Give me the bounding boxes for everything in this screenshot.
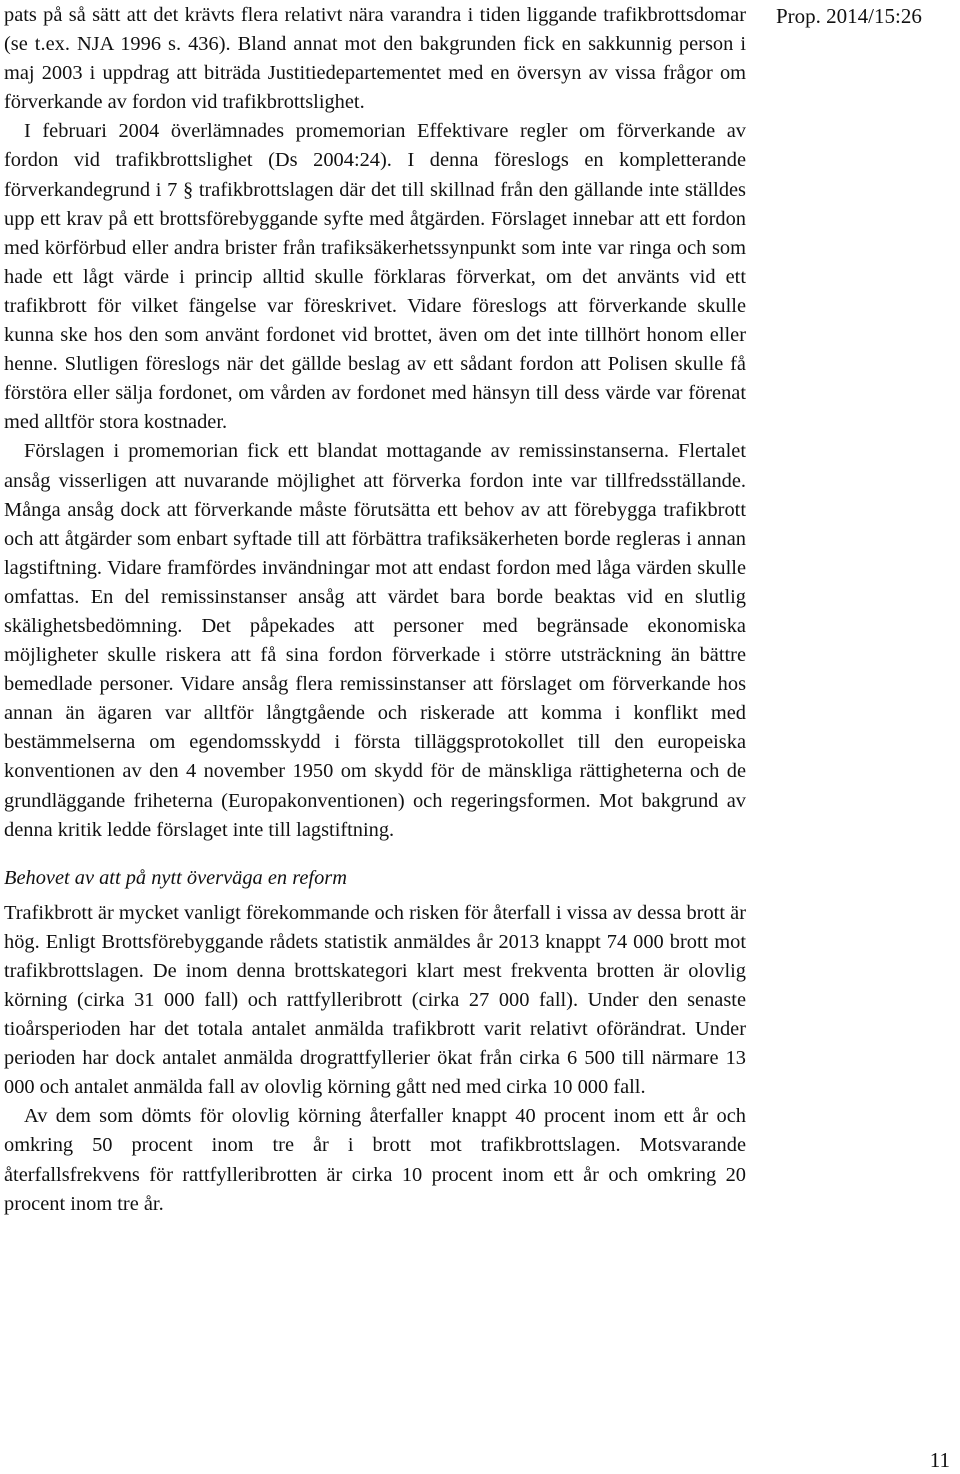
document-reference: Prop. 2014/15:26 (776, 4, 922, 28)
main-text (4, 1, 746, 1219)
paragraph-continuation: pats på så sätt att det krävts flera relativt nära varandra i tiden liggande trafikbrottsdomar (se t.ex. NJA 1996 s. 436). Bland annat mot den bakgrunden fick en sakkunnig person i maj 2003 i uppdrag att biträda Justitiedepartementet med en översyn av vissa frågor om förverkande av fordon vid trafikbrottslighet. (4, 4, 746, 114)
section-heading: Behovet av att på nytt överväga en reform (4, 866, 347, 889)
paragraph-recidivism: Av dem som dömts för olovlig körning återfaller knappt 40 procent inom ett år och omkring 50 procent inom tre år i brott mot trafikbrottslagen. Motsvarande återfallsfrekvens för rattfylleribrotten är cirka 10 procent inom ett år och omkring 20 procent inom tre år. (4, 1105, 746, 1215)
paragraph-promemoria: I februari 2004 överlämnades promemorian Effektivare regler om förverkande av fordon vid trafikbrottslighet (Ds 2004:24). I denna föreslogs en kompletterande förverkandegrund i 7 § trafikbrottslagen där det till skillnad från den gällande inte ställdes upp ett krav på ett brottsförebyggande syfte med åtgärden. Förslaget innebar att ett fordon med körförbud eller andra brister från trafiksäkerhetssynpunkt som inte var ringa och som hade ett lågt värde i princip alltid skulle förklaras förverkat, om det använts vid ett trafikbrott för vilket fängelse var föreskrivet. Vidare föreslogs att förverkande skulle kunna ske hos den som använt fordonet vid brottet, även om det inte tillhört honom eller henne. Slutligen föreslogs när det gällde beslag av ett sådant fordon att Polisen skulle få förstöra eller sälja fordonet, om vården av fordonet med hänsyn till dess värde var förenat med alltför stora kostnader. (4, 120, 746, 434)
paragraph-remiss: Förslagen i promemorian fick ett blandat mottagande av remissinstanserna. Flertalet ansåg visserligen att nuvarande möjlighet att förverka fordon inte var tillfredsställande. Många ansåg dock att förverkande måste förutsätta ett behov av att förebygga trafikbrott och att åtgärder som enbart syftade till att förbättra trafiksäkerheten borde regleras i annan lagstiftning. Vidare framfördes invändningar mot att endast fordon med låga värden skulle omfattas. En del remissinstanser ansåg att värdet bara borde beaktas vid en slutlig skälighetsbedömning. Det påpekades att personer med begränsade ekonomiska möjligheter skulle riskera att få sina fordon förverkade i större utsträckning än bättre bemedlade personer. Vidare ansåg flera remissinstanser att förslaget om förverkande hos annan än ägaren var alltför långtgående och riskerade att komma i konflikt med bestämmelserna om egendomsskydd i första tilläggsprotokollet till den europeiska konventionen av den 4 november 1950 om skydd för de mänskliga rättigheterna och de grundläggande friheterna (Europakonventionen) och regeringsformen. Mot bakgrund av denna kritik ledde förslaget inte till lagstiftning. (4, 440, 746, 841)
paragraph-statistics: Trafikbrott är mycket vanligt förekommande och risken för återfall i vissa av dessa brott är hög. Enligt Brottsförebyggande rådets statistik anmäldes år 2013 knappt 74 000 brott mot trafikbrottslagen. De inom denna brottskategori klart mest frekventa brotten är olovlig körning (cirka 31 000 fall) och rattfylleribrott (cirka 27 000 fall). Under den senaste tioårsperioden har det totala antalet anmälda trafikbrott varit relativt oförändrat. Under perioden har dock antalet anmälda drograttfyllerier ökat från cirka 6 500 till närmare 13 000 och antalet anmälda fall av olovlig körning gått ned med cirka 10 000 fall. (4, 901, 746, 1099)
page-number: 11 (929, 1448, 950, 1472)
